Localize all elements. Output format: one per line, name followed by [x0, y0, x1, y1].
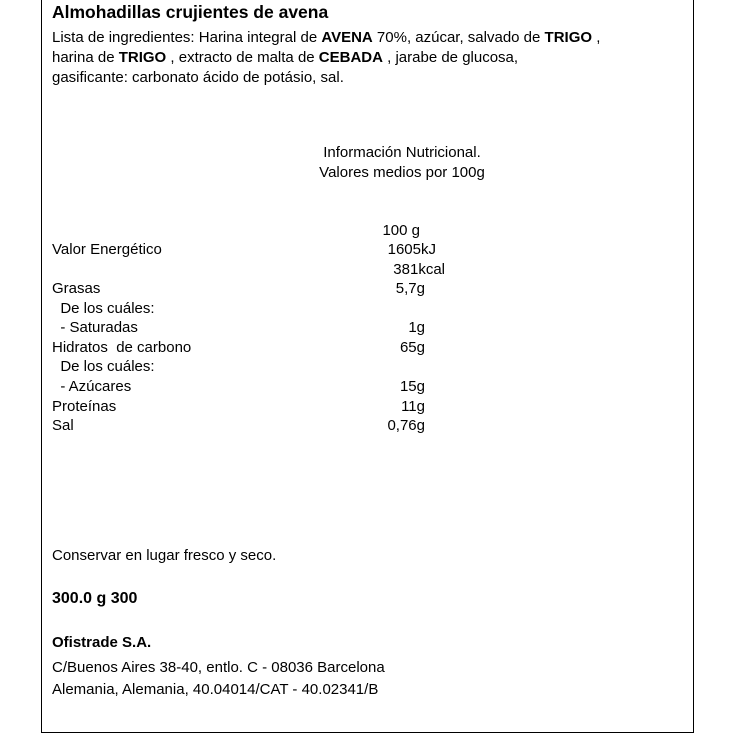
- nutrition-row-label: De los cuáles:: [52, 358, 155, 375]
- nutrition-row-label: Sal: [52, 417, 74, 434]
- company-name: Ofistrade S.A.: [52, 634, 152, 651]
- ingredients-line-3: gasificante: carbonato ácido de potásio, sal.: [52, 69, 344, 86]
- ingredients-line-2: [52, 49, 518, 66]
- nutrition-row-label: - Saturadas: [52, 319, 138, 336]
- ingredient-text: , extracto de malta de: [166, 49, 319, 66]
- allergen-text: AVENA: [321, 29, 373, 46]
- nutrition-row-value: 15g: [399, 378, 425, 395]
- nutrition-row-value: 11g: [401, 398, 425, 415]
- product-title: Almohadillas crujientes de avena: [52, 2, 329, 22]
- storage-instructions: Conservar en lugar fresco y seco.: [52, 547, 277, 564]
- energy-label: Valor Energético: [52, 241, 162, 258]
- energy-kcal-value: 381kcal: [393, 261, 445, 278]
- nutrition-row-value: 1g: [408, 319, 425, 336]
- company-address-line-2: Alemania, Alemania, 40.04014/CAT - 40.02341/B: [52, 681, 379, 698]
- nutrition-row-value: 65g: [399, 339, 425, 356]
- allergen-text: TRIGO: [544, 29, 593, 46]
- ingredient-text: 70%, azúcar, salvado de: [372, 29, 545, 46]
- nutrition-row-label: De los cuáles:: [52, 300, 155, 317]
- nutrition-heading: Información Nutricional.: [323, 144, 481, 161]
- net-quantity: 300.0 g 300: [52, 590, 138, 607]
- ingredient-text: Lista de ingredientes: Harina integral de: [52, 29, 322, 46]
- ingredient-text: harina de: [52, 49, 119, 66]
- nutrition-column-header: 100 g: [382, 222, 420, 239]
- allergen-text: TRIGO: [118, 49, 167, 66]
- nutrition-row-label: Hidratos de carbono: [52, 339, 192, 356]
- company-address-line-1: C/Buenos Aires 38-40, entlo. C - 08036 Barcelona: [52, 659, 385, 676]
- ingredient-text: ,: [592, 29, 601, 46]
- nutrition-row-label: - Azúcares: [52, 378, 132, 395]
- nutrition-row-value: 0,76g: [387, 417, 425, 434]
- nutrition-row-label: Grasas: [52, 280, 101, 297]
- nutrition-row-value: 5,7g: [395, 280, 425, 297]
- allergen-text: CEBADA: [318, 49, 383, 66]
- energy-kj-value: 1605kJ: [387, 241, 436, 258]
- ingredients-line-1: [52, 29, 600, 46]
- nutrition-row-label: Proteínas: [52, 398, 117, 415]
- nutrition-subheading: Valores medios por 100g: [319, 164, 485, 181]
- ingredient-text: , jarabe de glucosa,: [382, 49, 519, 66]
